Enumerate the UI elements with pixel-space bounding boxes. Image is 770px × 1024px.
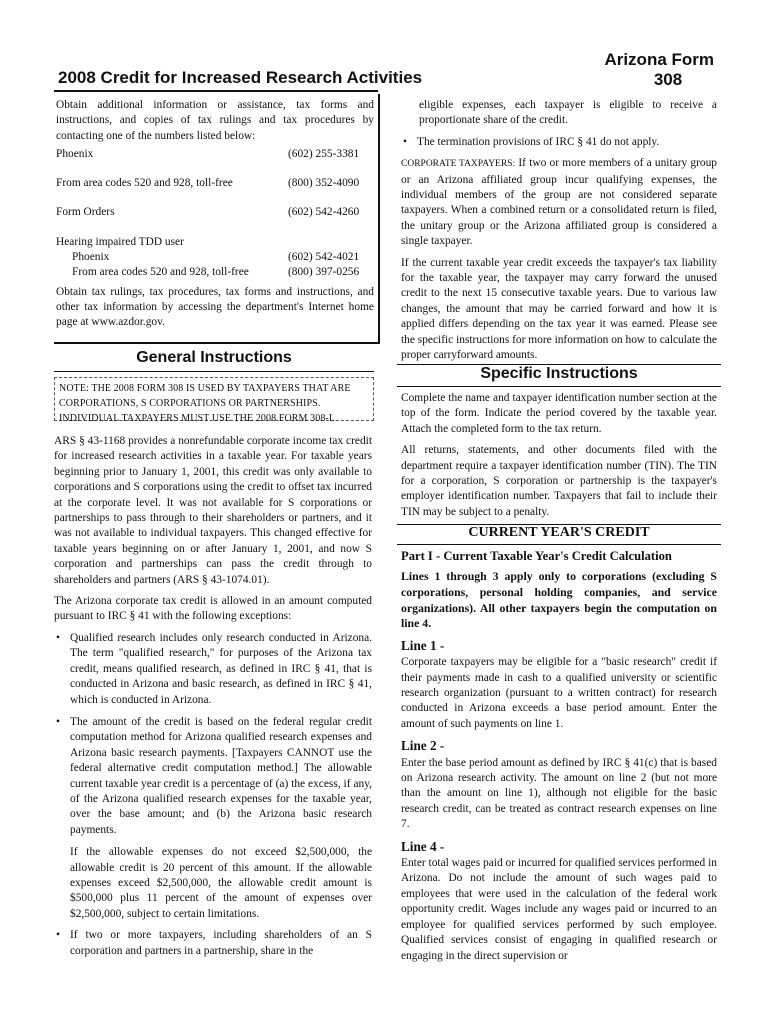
line4-text: Enter total wages paid or incurred for qualified services performed in Arizona. Do not include the amount of such wages paid to employees that were used in the calculation of the federal work opportunity credit. Wages include any wages paid or incurred to an employee for qualified services performed by such employee. Qualified services consist of engaging in qualified research or engaging in the direct supervision or <box>401 857 717 962</box>
form-num: 308 <box>653 70 683 89</box>
line2-heading: Line 2 - <box>401 738 445 754</box>
carryforward-paragraph: If the current taxable year credit exceeds the taxpayer's tax liability for the taxable year, the taxpayer may carry forward the unused credit to the next 15 consecutive taxable years. Due to various law changes, the amount that may be carried forward and how it is applied differs depending on the tax year it was earned. Please see the specific instructions for more information on how to calculate the proper carryforward amounts. <box>401 256 717 362</box>
bullet-icon: • <box>56 929 60 942</box>
contact-row <box>56 147 374 162</box>
corporate-taxpayers-paragraph <box>401 156 717 249</box>
lines-note: Lines 1 through 3 apply only to corporations (excluding S corporations, personal holding companies, and service organizations). All other taxpayers begin the computation on line 4. <box>401 569 717 631</box>
bullet-text: Qualified research includes only research conducted in Arizona. The term "qualified research," for purposes of the Arizona tax credit, means qualified research, as defined in IRC § 41, that is conducted in Arizona and basic research, as defined in IRC § 41, which is conducted in Arizona. <box>70 631 372 706</box>
general-para-1: ARS § 43-1168 provides a nonrefundable corporate income tax credit for increased research activities in a taxable year. For taxable years beginning prior to January 1, 2001, this credit was only available to corporations and S corporations using the credit to offset tax incurred at the corporate level. It was not available for S corporations or partnerships to pass through to their shareholders or partners, and it was not available to individual taxpayers. This changed effective for taxable years beginning on or after January 1, 2001, and now S corporation and partnerships can pass the credit through to shareholders and partners (ARS § 43-1074.01). <box>54 435 372 586</box>
tdd-label: Hearing impaired TDD user <box>56 235 184 248</box>
list-item <box>54 715 372 838</box>
corporate-lead: CORPORATE TAXPAYERS: <box>401 159 516 170</box>
contact-number: (602) 255-3381 <box>288 147 360 160</box>
contact-label: Phoenix <box>56 147 94 160</box>
bullet-text: If two or more taxpayers, including shareholders of an S corporation and partners in a partnership, share in the <box>70 929 372 957</box>
contact-number: (800) 352-4090 <box>288 177 360 190</box>
specific-instructions-heading: Specific Instructions <box>397 364 721 387</box>
list-item <box>401 135 717 150</box>
contact-number: (800) 397-0256 <box>288 266 360 279</box>
general-para-2: The Arizona corporate tax credit is allowed in an amount computed pursuant to IRC § 41 with the following exceptions: <box>54 595 372 623</box>
form-title: 2008 Credit for Increased Research Activities <box>58 68 423 87</box>
contact-number: (602) 542-4260 <box>288 206 360 219</box>
info-outro: Obtain tax rulings, tax procedures, tax forms and instructions, and other tax information by accessing the department's Internet home page at www.azdor.gov. <box>56 285 374 329</box>
part1-body <box>401 549 717 970</box>
contact-row <box>56 176 374 191</box>
contact-label: Phoenix <box>72 251 110 264</box>
right-column <box>401 98 717 370</box>
bullet-icon: • <box>403 135 407 148</box>
line1-text: Corporate taxpayers may be eligible for a "basic research" credit if their payments made in cash to a qualified university or scientific research organization (pursuant to a written contract) for research conducted in Arizona exceeds a base period amount. Enter the amount of such payments on line 1. <box>401 656 717 730</box>
header-rule <box>54 90 378 92</box>
info-intro: Obtain additional information or assistance, tax forms and instructions, and copies of tax rulings and tax procedures by contacting one of the numbers listed below: <box>56 99 374 142</box>
specific-body <box>401 391 717 526</box>
line4-heading: Line 4 - <box>401 838 445 854</box>
bullet-icon: • <box>56 715 60 728</box>
part1-title: Part I - Current Taxable Year's Credit Calculation <box>401 549 672 563</box>
line1-heading: Line 1 - <box>401 637 445 653</box>
note-box: NOTE: THE 2008 FORM 308 IS USED BY TAXPAYERS THAT ARE CORPORATIONS, S CORPORATIONS OR PARTNERSHIPS. INDIVIDUAL TAXPAYERS MUST USE THE 2008 FORM 308-I. <box>54 377 374 421</box>
bullet-icon: • <box>56 631 60 644</box>
current-year-credit-heading: CURRENT YEAR'S CREDIT <box>397 524 721 545</box>
contact-row <box>56 205 374 220</box>
list-item <box>54 928 372 959</box>
bullet-text: The termination provisions of IRC § 41 do not apply. <box>417 135 660 148</box>
list-item <box>54 631 372 708</box>
contact-row <box>56 250 374 265</box>
bullet-continuation: If the allowable expenses do not exceed $2,500,000, the allowable credit is 20 percent of this amount. If the allowable expenses exceed $2,500,000, the allowable credit amount is $500,000 plus 11 percent of the amount of expenses over $2,500,000, subject to certain limitations. <box>70 846 372 920</box>
contact-info-box <box>54 94 380 344</box>
general-body <box>54 434 372 959</box>
contact-label: From area codes 520 and 928, toll-free <box>72 266 249 279</box>
contact-label: Form Orders <box>56 206 115 219</box>
line2-text: Enter the base period amount as defined by IRC § 41(c) that is based on Arizona research activity. The amount on line 2 (but not more than the amount on line 1), although not eligible for the basic research credit, can be treated as contract research expenses on line 7. <box>401 756 717 831</box>
contact-number: (602) 542-4021 <box>288 251 360 264</box>
continued-text: eligible expenses, each taxpayer is eligible to receive a proportionate share of the credit. <box>419 99 717 127</box>
form-label: Arizona Form <box>604 50 714 69</box>
specific-para-1: Complete the name and taxpayer identification number section at the top of the form. Indicate the period covered by the taxable year. Attach the completed form to the tax return. <box>401 392 717 435</box>
corporate-text: If two or more members of a unitary group or an Arizona affiliated group incur qualifying expenses, the individual members of the group are not considered separate taxpayers. When a combined return or a consolidated return is filed, the unitary group or the Arizona affiliated group is considered a single taxpayer. <box>401 157 717 248</box>
specific-para-2: All returns, statements, and other documents filed with the department require a taxpayer identification number (TIN). The TIN for a corporation, S corporation or partnership is the taxpayer's employer identification number. Taxpayers that fail to include their TIN may be subject to a penalty. <box>401 444 717 518</box>
general-instructions-heading: General Instructions <box>54 349 374 372</box>
bullet-text: The amount of the credit is based on the federal regular credit computation method for Arizona qualified research expenses and Arizona basic research payments. [Taxpayers CANNOT use the federal alternative credit computation method.] The allowable current taxable year credit is a percentage of (a) the excess, if any, of the Arizona qualified research expenses for the taxable year, over the base amount; and (b) the Arizona basic research payments. <box>70 715 372 836</box>
contact-label: From area codes 520 and 928, toll-free <box>56 177 233 190</box>
contact-row <box>56 265 374 280</box>
form-number <box>592 50 714 90</box>
